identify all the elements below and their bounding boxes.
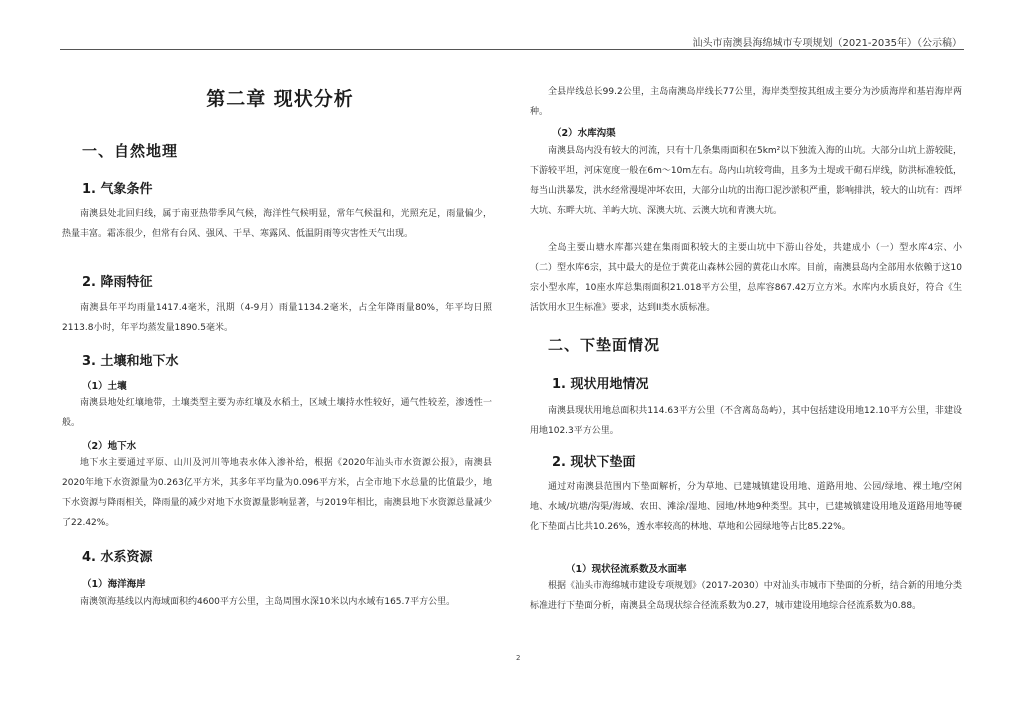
subheading-soil: （1）土壤 (82, 381, 127, 392)
subheading-runoff: （1）现状径流系数及水面率 (566, 564, 687, 575)
paragraph-surface: 通过对南澳县范围内下垫面解析，分为草地、已建城镇建设用地、道路用地、公园/绿地、裸土地/空闲地、水域/坑塘/沟渠/海域、农田、滩涂/湿地、园地/林地9种类型。其中，已建城镇建设用地及道路用地等硬化下垫面占比共10.26%，透水率较高的林地、草地和公园绿地等占比85.22%。 (530, 482, 962, 532)
subsection-heading-rainfall: 2. 降雨特征 (82, 275, 153, 290)
subsection-heading-surface: 2. 现状下垫面 (552, 455, 636, 470)
section-heading-underlying-surface: 二、下垫面情况 (548, 336, 661, 354)
paragraph-land-use: 南澳县现状用地总面积共114.63平方公里（不含离岛岛屿），其中包括建设用地12.10平方公里，非建设用地102.3平方公里。 (530, 406, 962, 436)
paragraph-coast: 南澳领海基线以内海域面积约4600平方公里，主岛周围水深10米以内水域有165.7平方公里。 (80, 597, 456, 607)
paragraph-coastline-cont: 全县岸线总长99.2公里，主岛南澳岛岸线长77公里，海岸类型按其组成主要分为沙质海岸和基岩海岸两种。 (530, 87, 962, 117)
running-header: 汕头市南澳县海绵城市专项规划（2021-2035年）（公示稿） (692, 38, 962, 49)
subsection-heading-climate: 1. 气象条件 (82, 182, 153, 197)
paragraph-soil: 南澳县地处红壤地带，土壤类型主要为赤红壤及水稻土，区域土壤持水性较好，通气性较差，渗透性一般。 (62, 398, 492, 428)
subsection-heading-land-use: 1. 现状用地情况 (552, 377, 649, 392)
subheading-reservoirs: （2）水库沟渠 (552, 128, 616, 139)
subsection-heading-soil-groundwater: 3. 土壤和地下水 (82, 354, 179, 369)
subsection-heading-water-resources: 4. 水系资源 (82, 550, 153, 565)
page-number: 2 (516, 654, 521, 662)
paragraph-climate: 南澳县处北回归线，属于南亚热带季风气候，海洋性气候明显，常年气候温和，光照充足，雨量偏少，热量丰富。霜冻很少，但常有台风、强风、干旱、寒露风、低温阴雨等灾害性天气出现。 (62, 209, 492, 239)
subheading-coast: （1）海洋海岸 (82, 579, 146, 590)
paragraph-rainfall: 南澳县年平均雨量1417.4毫米，汛期（4-9月）雨量1134.2毫米，占全年降雨量80%，年平均日照2113.8小时，年平均蒸发量1890.5毫米。 (62, 303, 492, 333)
subheading-groundwater: （2）地下水 (82, 441, 137, 452)
paragraph-groundwater: 地下水主要通过平原、山川及河川等地表水体入渗补给，根据《2020年汕头市水资源公报》，南澳县2020年地下水资源量为0.263亿平方米，其多年平均量为0.096平方米，占全市地下水总量的比值最少，地下水资源与降雨相关，降雨量的减少对地下水资源量影响显著，与2019年相比，南澳县地下水资源总量减少了22.42%。 (62, 458, 492, 528)
chapter-title: 第二章 现状分析 (206, 88, 354, 110)
section-heading-natural-geography: 一、自然地理 (82, 142, 179, 160)
header-divider (60, 49, 964, 50)
paragraph-reservoirs: 全岛主要山塘水库都兴建在集雨面积较大的主要山坑中下游山谷处，共建成小（一）型水库4宗、小（二）型水库6宗，其中最大的是位于黄花山森林公园的黄花山水库。目前，南澳县岛内全部用水依赖于这10宗小型水库，10座水库总集雨面积21.018平方公里，总库容867.42万立方米。水库内水质良好，符合《生活饮用水卫生标准》要求，达到II类水质标准。 (530, 243, 962, 313)
paragraph-streams: 南澳县岛内没有较大的河流，只有十几条集雨面积在5km²以下独流入海的山坑。大部分山坑上游较陡，下游较平坦，河床宽度一般在6m～10m左右。岛内山坑较弯曲，且多为土堤或干砌石岸线，防洪标准较低，每当山洪暴发，洪水经常漫堤冲坏农田，大部分山坑的出海口泥沙淤积严重，影响排洪，较大的山坑有：西坪大坑、东畔大坑、羊屿大坑、深澳大坑、云澳大坑和青澳大坑。 (530, 146, 963, 216)
paragraph-runoff: 根据《汕头市海绵城市建设专项规划》（2017-2030）中对汕头市城市下垫面的分析，结合新的用地分类标准进行下垫面分析，南澳县全岛现状综合径流系数为0.27，城市建设用地综合径流系数为0.88。 (530, 581, 962, 611)
